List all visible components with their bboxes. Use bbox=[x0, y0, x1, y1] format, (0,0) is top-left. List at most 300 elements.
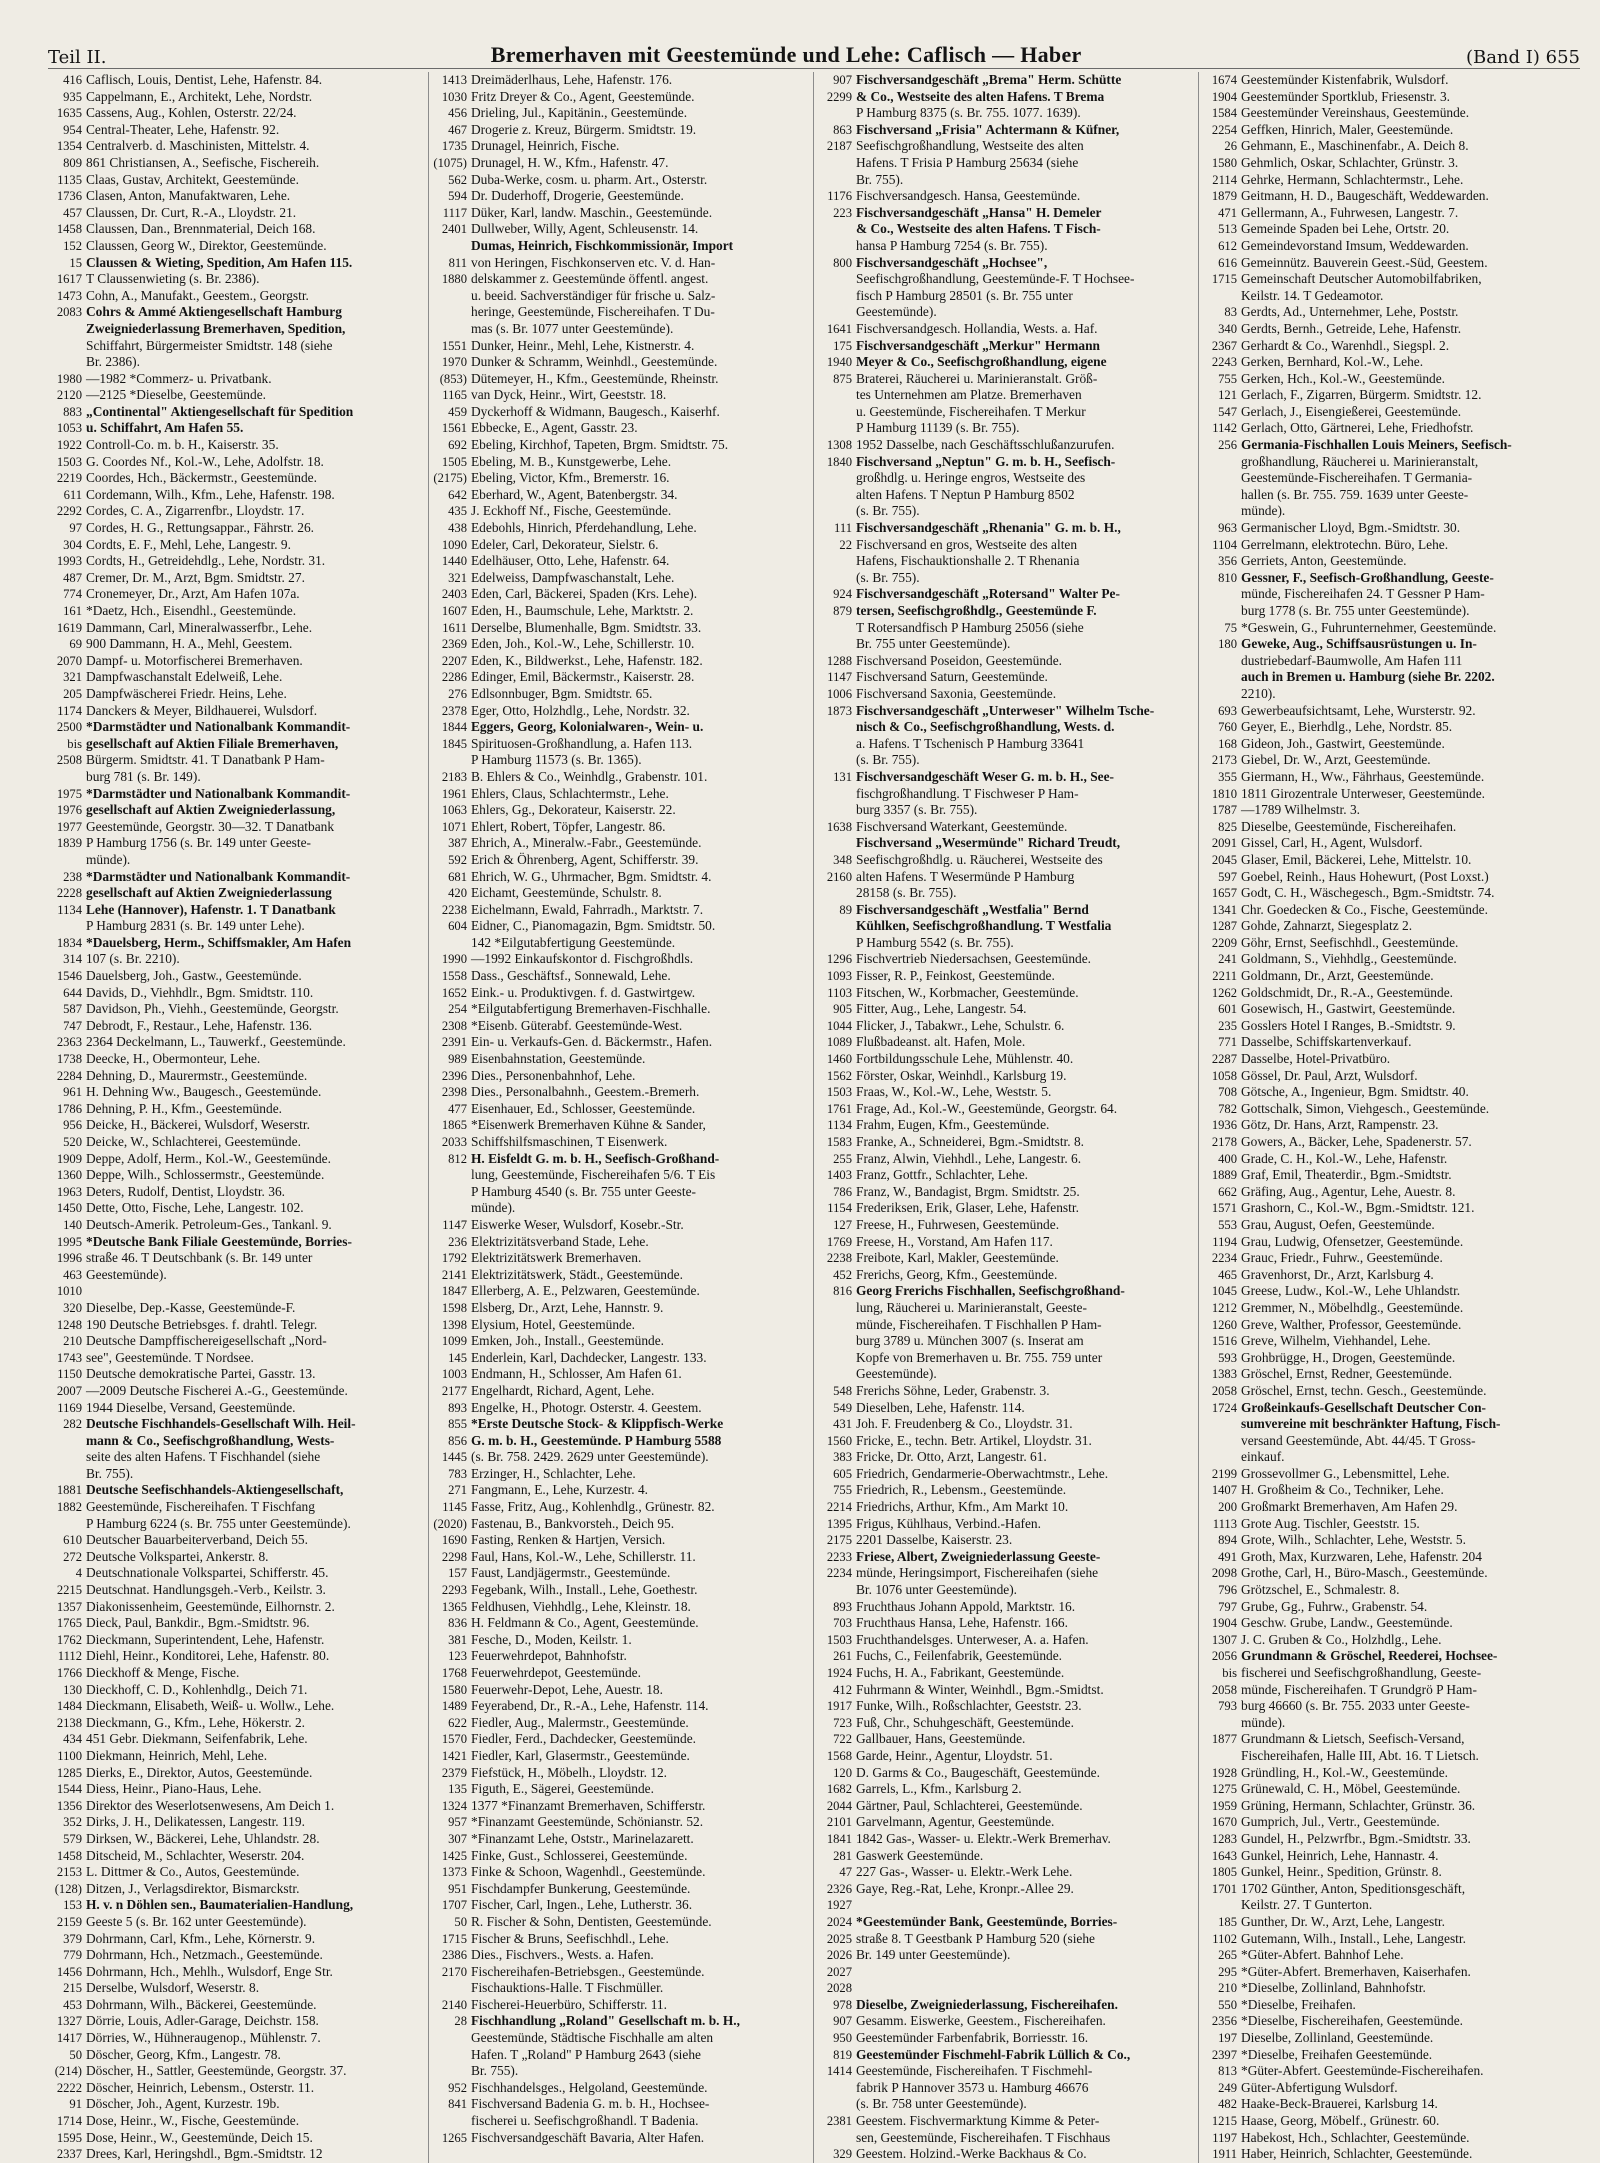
entry-text: Davidson, Ph., Viehh., Geestemünde, Georgstr. bbox=[86, 1001, 339, 1017]
directory-entry bbox=[1201, 1333, 1580, 1350]
directory-entry bbox=[46, 1947, 424, 1964]
entry-text: Gesamm. Eiswerke, Geestem., Fischereihafen. bbox=[856, 2013, 1106, 2029]
directory-entry bbox=[431, 1980, 809, 1997]
directory-entry bbox=[46, 238, 424, 255]
phone-number: 2298 bbox=[441, 1549, 467, 1564]
phone-number: 1063 bbox=[441, 803, 467, 818]
phone-number: 856 bbox=[448, 1433, 467, 1448]
phone-number: 592 bbox=[448, 852, 467, 867]
entry-text: Grote Aug. Tischler, Geeststr. 15. bbox=[1241, 1515, 1420, 1531]
entry-text: Gutemann, Wilh., Install., Lehe, Langestr. bbox=[1241, 1930, 1466, 1946]
entry-text: Engelhardt, Richard, Agent, Lehe. bbox=[471, 1382, 655, 1398]
directory-entry bbox=[1201, 1831, 1580, 1848]
entry-text: Kopfe von Bremerhaven u. Br. 755. 759 unter bbox=[856, 1349, 1103, 1365]
entry-text: Grötzschel, E., Schmalestr. 8. bbox=[1241, 1582, 1400, 1598]
phone-number: 1142 bbox=[1212, 421, 1237, 436]
directory-entry bbox=[816, 1499, 1194, 1516]
entry-text: H. Feldmann & Co., Agent, Geestemünde. bbox=[471, 1615, 699, 1631]
directory-entry bbox=[431, 89, 809, 106]
entry-text: Fischversand Waterkant, Geestemünde. bbox=[856, 818, 1068, 834]
phone-number: 1743 bbox=[56, 1350, 82, 1365]
directory-entry bbox=[431, 586, 809, 603]
directory-entry bbox=[431, 1001, 809, 1018]
entry-text: *Dieselbe, Zollinland, Bahnhofstr. bbox=[1241, 1980, 1426, 1996]
entry-text: Dieselbe, Geestemünde, Fischereihafen. bbox=[1241, 818, 1457, 834]
phone-number: 320 bbox=[63, 1300, 82, 1315]
directory-entry bbox=[431, 72, 809, 89]
entry-text: Friedrich, R., Lebensm., Geestemünde. bbox=[856, 1482, 1067, 1498]
entry-text: Erzinger, H., Schlachter, Lehe. bbox=[471, 1465, 636, 1481]
entry-text: Germania-Fischhallen Louis Meiners, Seefisch- bbox=[1241, 437, 1512, 453]
entry-text: Fraas, W., Kol.-W., Lehe, Weststr. 5. bbox=[856, 1084, 1052, 1100]
directory-entry bbox=[431, 1217, 809, 1234]
directory-entry bbox=[1201, 985, 1580, 1002]
entry-text: Gerlach, Otto, Gärtnerei, Lehe, Friedhofstr. bbox=[1241, 420, 1474, 436]
directory-entry bbox=[431, 1798, 809, 1815]
entry-text: Fasse, Fritz, Aug., Kohlenhdlg., Grünestr. 82. bbox=[471, 1499, 715, 1515]
phone-number: 131 bbox=[833, 769, 852, 784]
entry-text: *Darmstädter und Nationalbank Kommandit- bbox=[86, 719, 351, 735]
phone-number: 611 bbox=[63, 487, 82, 502]
entry-text: gesellschaft auf Aktien Zweigniederlassung bbox=[86, 885, 332, 901]
phone-number: 2292 bbox=[56, 504, 82, 519]
directory-entry bbox=[816, 1134, 1194, 1151]
phone-number: 2308 bbox=[441, 1018, 467, 1033]
phone-number: 2381 bbox=[826, 2114, 852, 2129]
entry-text: burg 3357 (s. Br. 755). bbox=[856, 802, 978, 818]
directory-entry bbox=[816, 769, 1194, 786]
directory-entry bbox=[1201, 2080, 1580, 2097]
phone-number: 1917 bbox=[826, 1699, 852, 1714]
phone-number: 550 bbox=[1218, 1997, 1237, 2012]
entry-text: fischgroßhandlung. T Fischweser P Ham- bbox=[856, 785, 1079, 801]
directory-entry bbox=[1201, 1748, 1580, 1765]
directory-entry bbox=[816, 1018, 1194, 1035]
entry-text: u. Geestemünde, Fischereihafen. T Merkur bbox=[856, 403, 1086, 419]
phone-number: 1584 bbox=[1211, 106, 1237, 121]
phone-number: 2058 bbox=[1211, 1383, 1237, 1398]
directory-entry bbox=[1201, 951, 1580, 968]
entry-text: Gehmann, E., Maschinenfabr., A. Deich 8. bbox=[1241, 138, 1469, 154]
directory-entry bbox=[431, 686, 809, 703]
directory-entry bbox=[46, 138, 424, 155]
phone-number: (853) bbox=[439, 371, 467, 386]
entry-text: Fruchthandelsges. Unterweser, A. a. Hafen. bbox=[856, 1631, 1089, 1647]
entry-text: Fischauktions-Halle. T Fischmüller. bbox=[471, 1980, 664, 1996]
directory-entry bbox=[816, 1781, 1194, 1798]
phone-number: 1877 bbox=[1211, 1732, 1237, 1747]
entry-text: Ditzen, J., Verlagsdirektor, Bismarckstr. bbox=[86, 1880, 300, 1896]
entry-text: fischerei und Seefischgroßhandlung, Geeste- bbox=[1241, 1665, 1482, 1680]
directory-entry bbox=[1201, 138, 1580, 155]
directory-entry bbox=[431, 669, 809, 686]
directory-entry bbox=[431, 1665, 809, 1682]
entry-text: 1377 *Finanzamt Bremerhaven, Schifferstr. bbox=[471, 1797, 706, 1813]
directory-entry bbox=[1201, 2130, 1580, 2147]
entry-text: Dörrie, Louis, Adler-Garage, Deichstr. 158. bbox=[86, 2013, 319, 2029]
entry-text: straße 8. T Geestbank P Hamburg 520 (siehe bbox=[856, 1930, 1096, 1946]
phone-number: 2238 bbox=[826, 1251, 852, 1266]
entry-text: Fischer, Carl, Ingen., Lehe, Lutherstr. 36. bbox=[471, 1897, 693, 1913]
directory-entry bbox=[816, 437, 1194, 454]
directory-entry bbox=[816, 1516, 1194, 1533]
directory-entry bbox=[46, 487, 424, 504]
phone-number: 1260 bbox=[1211, 1317, 1237, 1332]
entry-text: Drunagel, Heinrich, Fische. bbox=[471, 138, 620, 154]
directory-entry bbox=[46, 2013, 424, 2030]
entry-text: Cappelmann, E., Architekt, Lehe, Nordstr. bbox=[86, 88, 313, 104]
entry-text: Fischereihafen-Betriebsgen., Geestemünde. bbox=[471, 1963, 705, 1979]
entry-text: Fischerei-Heuerbüro, Schifferstr. 11. bbox=[471, 1996, 667, 2012]
entry-text: Fischversand Badenia G. m. b. H., Hochsee- bbox=[471, 2096, 710, 2112]
entry-text: Gaswerk Geestemünde. bbox=[856, 1847, 984, 1863]
phone-number: 2007 bbox=[56, 1383, 82, 1398]
entry-text: Geestemünde, Fischereihafen. T Fischfang bbox=[86, 1499, 315, 1515]
directory-entry bbox=[46, 852, 424, 869]
entry-text: burg 781 (s. Br. 149). bbox=[86, 768, 201, 784]
entry-text: Geestemünde, Georgstr. 30—32. T Danatbank bbox=[86, 818, 335, 834]
directory-entry bbox=[1201, 1648, 1580, 1665]
phone-number: 1980 bbox=[56, 371, 82, 386]
entry-text: —1982 *Commerz- u. Privatbank. bbox=[86, 370, 272, 386]
directory-entry bbox=[816, 1831, 1194, 1848]
directory-entry bbox=[816, 603, 1194, 620]
phone-number: 1840 bbox=[826, 454, 852, 469]
entry-text: Fruchthaus Johann Appold, Marktstr. 16. bbox=[856, 1598, 1076, 1614]
entry-text: Fischhandelsges., Helgoland, Geestemünde. bbox=[471, 2079, 708, 2095]
entry-text: Franz, Gottfr., Schlachter, Lehe. bbox=[856, 1167, 1028, 1183]
phone-number: 1845 bbox=[441, 736, 467, 751]
directory-entry bbox=[1201, 1184, 1580, 1201]
phone-number: 2234 bbox=[826, 1566, 852, 1581]
phone-number: 1287 bbox=[1211, 919, 1237, 934]
phone-number: 223 bbox=[833, 205, 852, 220]
entry-text: Goldmann, S., Viehhdlg., Geestemünde. bbox=[1241, 951, 1457, 967]
entry-text: Deutsche Seefischhandels-Aktiengesellschaft, bbox=[86, 1482, 344, 1498]
entry-text: Dies., Personalbahnh., Geestem.-Bremerh. bbox=[471, 1084, 700, 1100]
directory-entry bbox=[1201, 304, 1580, 321]
phone-number: 2234 bbox=[1211, 1251, 1237, 1266]
phone-number: 1505 bbox=[441, 454, 467, 469]
phone-number: 340 bbox=[1218, 321, 1237, 336]
entry-text: Edlsonnbuger, Bgm. Smidtstr. 65. bbox=[471, 685, 653, 701]
phone-number: 1071 bbox=[441, 819, 467, 834]
entry-text: (s. Br. 758. 2429. 2629 unter Geestemünde). bbox=[471, 1449, 709, 1465]
entry-text: Giermann, H., Ww., Fährhaus, Geestemünde. bbox=[1241, 768, 1485, 784]
directory-entry bbox=[816, 719, 1194, 736]
phone-number: 477 bbox=[448, 1101, 467, 1116]
directory-entry bbox=[46, 1300, 424, 1317]
directory-entry bbox=[1201, 1665, 1580, 1682]
directory-entry bbox=[431, 2096, 809, 2113]
entry-text: Gottschalk, Simon, Viehgesch., Geestemünde. bbox=[1241, 1100, 1490, 1116]
directory-entry bbox=[816, 852, 1194, 869]
entry-text: münde). bbox=[1241, 1714, 1286, 1730]
directory-entry bbox=[816, 1400, 1194, 1417]
phone-number: 1150 bbox=[57, 1367, 82, 1382]
phone-number: 755 bbox=[833, 1483, 852, 1498]
phone-number: 1425 bbox=[441, 1848, 467, 1863]
entry-text: Seefischgroßhandlung, Westseite des alten bbox=[856, 138, 1084, 154]
directory-entry bbox=[46, 1350, 424, 1367]
directory-entry bbox=[431, 188, 809, 205]
directory-entry bbox=[1201, 470, 1580, 487]
directory-entry bbox=[1201, 719, 1580, 736]
entry-text: mas (s. Br. 1077 unter Geestemünde). bbox=[471, 320, 674, 336]
entry-text: Döscher, Georg, Kfm., Langestr. 78. bbox=[86, 2046, 281, 2062]
directory-entry bbox=[431, 869, 809, 886]
entry-text: mann & Co., Seefischgroßhandlung, Wests- bbox=[86, 1432, 335, 1448]
entry-text: (s. Br. 755). bbox=[856, 569, 920, 585]
directory-entry bbox=[1201, 1615, 1580, 1632]
phone-number: 121 bbox=[1218, 388, 1237, 403]
phone-number: 2045 bbox=[1211, 852, 1237, 867]
entry-text: burg 3789 u. München 3007 (s. Inserat am bbox=[856, 1333, 1084, 1349]
entry-text: Debrodt, F., Restaur., Lehe, Hafenstr. 136. bbox=[86, 1017, 313, 1033]
entry-text: münde, Fischereihafen. T Fischhallen P Ham- bbox=[856, 1316, 1102, 1332]
directory-entry bbox=[1201, 620, 1580, 637]
directory-entry bbox=[431, 404, 809, 421]
directory-entry bbox=[816, 387, 1194, 404]
phone-number: 1341 bbox=[1211, 902, 1237, 917]
directory-entry bbox=[816, 271, 1194, 288]
entry-text: Feyerabend, Dr., R.-A., Lehe, Hafenstr. 114. bbox=[471, 1698, 709, 1714]
phone-number: 238 bbox=[63, 869, 82, 884]
phone-number: 265 bbox=[1218, 1948, 1237, 1963]
entry-text: van Dyck, Heinr., Wirt, Geeststr. 18. bbox=[471, 387, 667, 403]
phone-number: 1568 bbox=[826, 1748, 852, 1763]
phone-number: 1701 bbox=[1211, 1881, 1237, 1896]
entry-text: Gissel, Carl, H., Agent, Wulsdorf. bbox=[1241, 835, 1423, 851]
entry-text: Kühlken, Seefischgroßhandlung. T Westfalia bbox=[856, 918, 1112, 934]
directory-entry bbox=[46, 885, 424, 902]
directory-entry bbox=[1201, 1964, 1580, 1981]
entry-text: 1702 Günther, Anton, Speditionsgeschäft, bbox=[1241, 1880, 1466, 1896]
directory-entry bbox=[431, 918, 809, 935]
phone-number: 1288 bbox=[826, 653, 852, 668]
entry-text: Fischversandgesch. Hollandia, Wests. a. Haf. bbox=[856, 320, 1098, 336]
directory-entry bbox=[1201, 1516, 1580, 1533]
directory-entry bbox=[46, 1449, 424, 1466]
entry-text: Eden, Joh., Kol.-W., Lehe, Schillerstr. 10. bbox=[471, 636, 695, 652]
entry-text: 142 *Eilgutabfertigung Geestemünde. bbox=[471, 934, 676, 950]
phone-number: 2140 bbox=[441, 1997, 467, 2012]
entry-text: Cordts, E. F., Mehl, Lehe, Langestr. 9. bbox=[86, 536, 291, 552]
entry-text: 1952 Dasselbe, nach Geschäftsschlußanzurufen. bbox=[856, 437, 1115, 453]
entry-text: Dieckhoff & Menge, Fische. bbox=[86, 1665, 240, 1680]
entry-text: tersen, Seefischgroßhdlg., Geestemünde F. bbox=[856, 603, 1097, 618]
directory-entry bbox=[431, 985, 809, 1002]
entry-text: Dieckmann, Elisabeth, Weiß- u. Wollw., Lehe. bbox=[86, 1698, 335, 1714]
phone-number: 2091 bbox=[1211, 836, 1237, 851]
phone-number: 379 bbox=[63, 1931, 82, 1946]
phone-number: 236 bbox=[448, 1234, 467, 1249]
directory-entry bbox=[816, 570, 1194, 587]
directory-entry bbox=[816, 89, 1194, 106]
entry-text: Geestemünder Sportklub, Friesenstr. 3. bbox=[1241, 88, 1451, 104]
phone-number: 1324 bbox=[441, 1798, 467, 1813]
directory-entry bbox=[1201, 1317, 1580, 1334]
directory-entry bbox=[431, 1914, 809, 1931]
entry-text: Gröschel, Ernst, Redner, Geestemünde. bbox=[1241, 1366, 1453, 1382]
entry-text: Frerichs Söhne, Leder, Grabenstr. 3. bbox=[856, 1382, 1050, 1398]
directory-entry bbox=[1201, 1781, 1580, 1798]
entry-text: Geschw. Grube, Landw., Geestemünde. bbox=[1241, 1615, 1453, 1631]
phone-number: 2120 bbox=[56, 388, 82, 403]
entry-text: Grünewald, C. H., Möbel, Geestemünde. bbox=[1241, 1781, 1461, 1797]
directory-entry bbox=[816, 968, 1194, 985]
entry-text: Geeste 5 (s. Br. 162 unter Geestemünde). bbox=[86, 1913, 307, 1929]
directory-entry bbox=[46, 1499, 424, 1516]
entry-text: *Geestemünder Bank, Geestemünde, Borries- bbox=[856, 1913, 1118, 1929]
directory-entry bbox=[46, 786, 424, 803]
directory-entry bbox=[1201, 1433, 1580, 1450]
phone-number: 1212 bbox=[1211, 1300, 1237, 1315]
directory-entry bbox=[46, 255, 424, 272]
phone-number: 2508 bbox=[56, 753, 82, 768]
directory-entry bbox=[431, 1200, 809, 1217]
phone-number: 1099 bbox=[441, 1334, 467, 1349]
phone-number: 2386 bbox=[441, 1948, 467, 1963]
entry-text: P Hamburg 5542 (s. Br. 755). bbox=[856, 934, 1014, 950]
entry-text: Fricke, E., techn. Betr. Artikel, Lloydstr. 31. bbox=[856, 1432, 1092, 1448]
directory-entry bbox=[1201, 968, 1580, 985]
entry-text: Geestemünder Kistenfabrik, Wulsdorf. bbox=[1241, 72, 1449, 87]
directory-entry bbox=[46, 553, 424, 570]
phone-number: 957 bbox=[448, 1815, 467, 1830]
entry-text: G. Coordes Nf., Kol.-W., Lehe, Adolfstr. 18. bbox=[86, 453, 324, 469]
directory-entry bbox=[431, 138, 809, 155]
directory-entry bbox=[46, 918, 424, 935]
directory-entry bbox=[46, 1416, 424, 1433]
directory-entry bbox=[431, 420, 809, 437]
phone-number: 2214 bbox=[826, 1500, 852, 1515]
phone-number: 416 bbox=[63, 73, 82, 87]
phone-number: 747 bbox=[63, 1018, 82, 1033]
entry-text: *Geswein, G., Fuhrunternehmer, Geestemünde. bbox=[1241, 619, 1497, 635]
entry-text: H. Dehning Ww., Baugesch., Geestemünde. bbox=[86, 1084, 322, 1100]
entry-text: Dohrmann, Hch., Netzmach., Geestemünde. bbox=[86, 1947, 323, 1963]
phone-number: 1407 bbox=[1211, 1483, 1237, 1498]
entry-text: Fischversandgeschäft Weser G. m. b. H., See- bbox=[856, 768, 1114, 784]
directory-entry bbox=[1201, 288, 1580, 305]
phone-number: 863 bbox=[833, 122, 852, 137]
entry-text: Ein- u. Verkaufs-Gen. d. Bäckermstr., Hafen. bbox=[471, 1034, 713, 1050]
phone-number: 1682 bbox=[826, 1782, 852, 1797]
entry-text: Drogerie z. Kreuz, Bürgerm. Smidtstr. 19. bbox=[471, 121, 697, 137]
directory-entry bbox=[1201, 1931, 1580, 1948]
directory-entry bbox=[1201, 885, 1580, 902]
phone-number: 1580 bbox=[1211, 155, 1237, 170]
entry-text: Gunkel, Heinrich, Lehe, Hannastr. 4. bbox=[1241, 1847, 1439, 1863]
directory-entry bbox=[1201, 1200, 1580, 1217]
entry-text: P Hamburg 4540 (s. Br. 755 unter Geeste- bbox=[471, 1183, 697, 1199]
directory-entry bbox=[46, 869, 424, 886]
entry-text: Germanischer Lloyd, Bgm.-Smidtstr. 30. bbox=[1241, 520, 1461, 536]
phone-number: 276 bbox=[448, 686, 467, 701]
entry-text: Eichelmann, Ewald, Fahrradh., Marktstr. 7. bbox=[471, 901, 704, 917]
phone-number: 855 bbox=[448, 1417, 467, 1432]
directory-entry bbox=[816, 1848, 1194, 1865]
phone-number: 1215 bbox=[1211, 2114, 1237, 2129]
entry-text: sumvereine mit beschränkter Haftung, Fisch- bbox=[1241, 1416, 1501, 1432]
entry-text: Göhr, Ernst, Seefischhdl., Geestemünde. bbox=[1241, 934, 1459, 950]
phone-number: 605 bbox=[833, 1466, 852, 1481]
directory-entry bbox=[1201, 122, 1580, 139]
phone-number: 924 bbox=[833, 587, 852, 602]
entry-text: Feuerwehrdepot, Geestemünde. bbox=[471, 1665, 641, 1680]
directory-entry bbox=[46, 1433, 424, 1450]
entry-text: Gellermann, A., Fuhrwesen, Langestr. 7. bbox=[1241, 204, 1459, 220]
entry-text: Deutscher Bauarbeiterverband, Deich 55. bbox=[86, 1532, 308, 1548]
directory-entry bbox=[431, 570, 809, 587]
directory-entry bbox=[431, 205, 809, 222]
entry-text: burg 1778 (s. Br. 755 unter Geestemünde). bbox=[1241, 603, 1470, 618]
directory-entry bbox=[46, 2030, 424, 2047]
entry-text: Glaser, Emil, Bäckerei, Lehe, Mittelstr. 10. bbox=[1241, 851, 1472, 867]
directory-entry bbox=[46, 636, 424, 653]
column-1 bbox=[44, 72, 429, 2163]
entry-text: gesellschaft auf Aktien Zweigniederlassung, bbox=[86, 802, 336, 818]
entry-text: Geestemünde, Fischereihafen. T Fischmehl- bbox=[856, 2063, 1093, 2079]
directory-entry bbox=[816, 869, 1194, 886]
directory-entry bbox=[1201, 1980, 1580, 1997]
entry-text: Dampf- u. Motorfischerei Bremerhaven. bbox=[86, 652, 303, 668]
entry-text: großhandlung, Räucherei u. Marinieranstalt, bbox=[1241, 453, 1479, 469]
entry-text: *Dieselbe, Freihafen Geestemünde. bbox=[1241, 2046, 1433, 2062]
directory-entry bbox=[46, 1151, 424, 1168]
directory-entry bbox=[1201, 553, 1580, 570]
phone-number: 1045 bbox=[1211, 1284, 1237, 1299]
phone-number: (1075) bbox=[433, 155, 467, 170]
phone-number: 1841 bbox=[826, 1831, 852, 1846]
phone-number: 1844 bbox=[441, 720, 467, 735]
phone-number: 2025 bbox=[826, 1931, 852, 1946]
entry-text: Derselbe, Blumenhalle, Bgm. Smidtstr. 33. bbox=[471, 619, 702, 635]
directory-entry bbox=[431, 1034, 809, 1051]
entry-text: Centralverb. d. Maschinisten, Mittelstr. 4. bbox=[86, 138, 310, 154]
entry-text: T Rotersandfisch P Hamburg 25056 (siehe bbox=[856, 619, 1084, 635]
directory-entry bbox=[431, 1532, 809, 1549]
phone-number: 1117 bbox=[442, 205, 467, 220]
phone-number: 951 bbox=[448, 1881, 467, 1896]
directory-entry bbox=[431, 338, 809, 355]
directory-entry bbox=[46, 1532, 424, 1549]
directory-entry bbox=[1201, 221, 1580, 238]
directory-entry bbox=[816, 1234, 1194, 1251]
phone-number: 400 bbox=[1218, 1151, 1237, 1166]
entry-text: Dampfwaschanstalt Edelweiß, Lehe. bbox=[86, 669, 283, 685]
entry-text: T Claussenwieting (s. Br. 2386). bbox=[86, 271, 260, 287]
entry-text: Controll-Co. m. b. H., Kaiserstr. 35. bbox=[86, 437, 279, 453]
entry-text: P Hamburg 6224 (s. Br. 755 unter Geestemünde). bbox=[86, 1515, 351, 1531]
directory-entry bbox=[816, 1184, 1194, 1201]
phone-number: 1283 bbox=[1211, 1831, 1237, 1846]
directory-entry bbox=[816, 1765, 1194, 1782]
entry-text: 451 Gebr. Diekmann, Seifenfabrik, Lehe. bbox=[86, 1731, 308, 1747]
phone-number: 22 bbox=[839, 537, 852, 552]
entry-text: Dunker, Heinr., Mehl, Lehe, Kistnerstr. 4. bbox=[471, 337, 695, 353]
directory-entry bbox=[816, 72, 1194, 89]
phone-number: 1738 bbox=[56, 1052, 82, 1067]
entry-text: Fischvertrieb Niedersachsen, Geestemünde. bbox=[856, 951, 1091, 967]
directory-entry bbox=[816, 122, 1194, 139]
phone-number: 1169 bbox=[57, 1400, 82, 1415]
directory-entry bbox=[46, 686, 424, 703]
directory-entry bbox=[1201, 520, 1580, 537]
entry-text: burg 46660 (s. Br. 755. 2033 unter Geeste- bbox=[1241, 1698, 1470, 1714]
entry-text: (s. Br. 758 unter Geestemünde). bbox=[856, 2096, 1027, 2112]
